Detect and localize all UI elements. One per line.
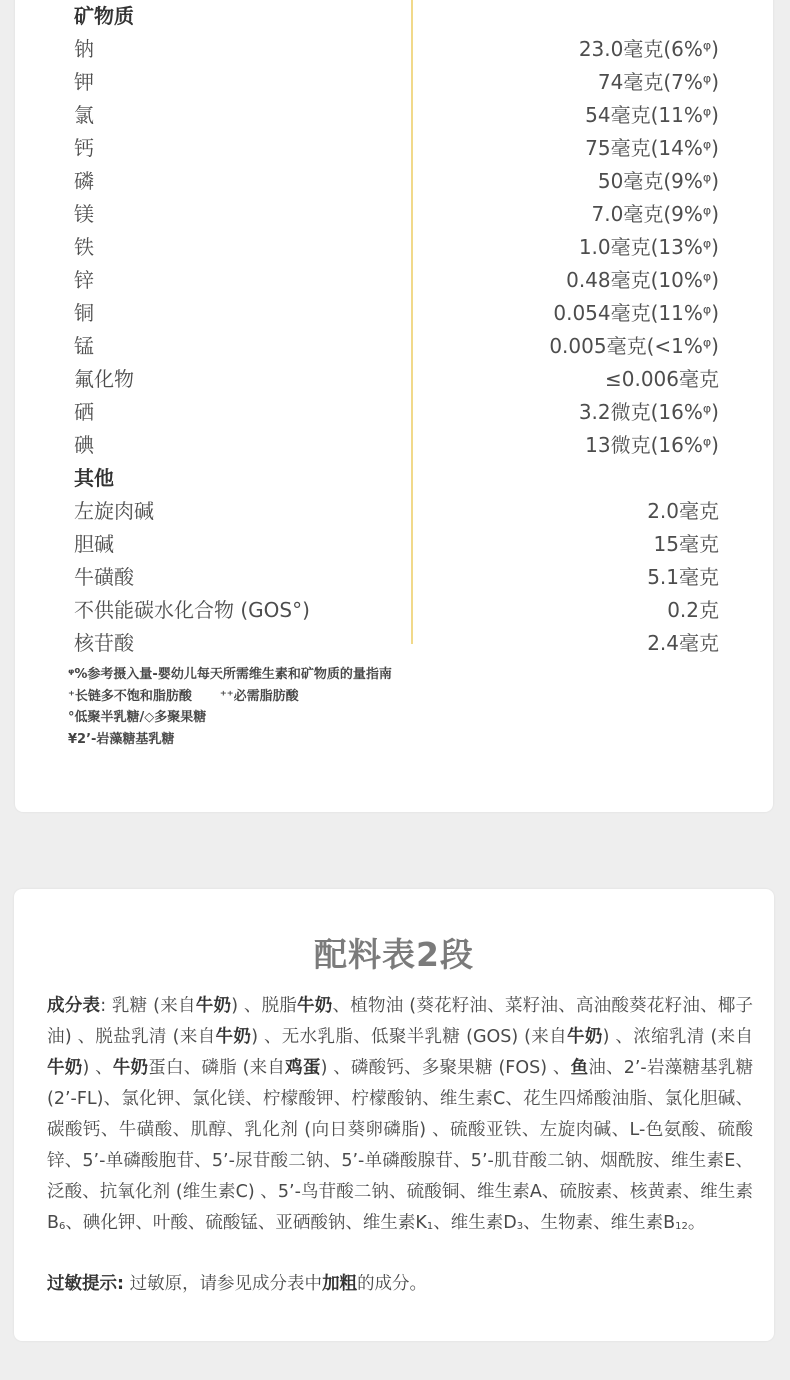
nutrient-row	[15, 495, 773, 527]
nutrient-name: 锌	[74, 268, 94, 292]
nutrient-row	[15, 132, 773, 164]
nutrient-value: 75毫克(14%ᵠ)	[585, 136, 719, 160]
nutrient-value: 50毫克(9%ᵠ)	[597, 169, 719, 193]
ingredient-segment: ) 、浓缩乳清 (来自	[602, 1027, 754, 1047]
nutrient-row	[15, 429, 773, 461]
nutrient-name: 钠	[74, 37, 94, 61]
footnote-2fl: ¥2’-岩藻糖基乳糖	[68, 731, 175, 747]
allergen-highlight: 鸡蛋	[285, 1058, 321, 1078]
nutrient-row	[15, 198, 773, 230]
nutrient-value: 0.054毫克(11%ᵠ)	[553, 301, 719, 325]
ingredient-segment: 蛋白、磷脂 (来自	[148, 1058, 286, 1078]
nutrient-row	[15, 627, 773, 659]
nutrient-name: 氯	[74, 103, 94, 127]
section-title: 其他	[74, 466, 114, 490]
nutrient-name: 不供能碳水化合物 (GOS°)	[74, 598, 310, 622]
nutrient-row	[15, 561, 773, 593]
nutrient-name: 磷	[74, 169, 94, 193]
nutrient-row	[15, 363, 773, 395]
ingredients-card	[14, 889, 774, 1341]
nutrient-value: 5.1毫克	[647, 565, 719, 589]
nutrient-name: 铁	[74, 235, 94, 259]
nutrient-row	[15, 99, 773, 131]
ingredient-segment: 。	[687, 1213, 706, 1233]
nutrient-value: 0.2克	[667, 598, 719, 622]
nutrient-name: 氟化物	[74, 367, 134, 391]
allergy-text-1: 过敏原，请参见成分表中	[124, 1274, 323, 1294]
ingredient-segment: 、碘化钾、叶酸、硫酸锰、亚硒酸钠、维生素K	[65, 1213, 427, 1233]
footnote-rni: ᵠ%参考摄入量-婴幼儿每天所需维生素和矿物质的量指南	[68, 667, 392, 682]
ingredient-segment: 、维生素D	[433, 1213, 517, 1233]
allergen-highlight: 牛奶	[112, 1058, 149, 1078]
ingredients-text	[47, 991, 753, 1242]
allergy-notice	[47, 1269, 427, 1300]
nutrient-value: 23.0毫克(6%ᵠ)	[578, 37, 719, 61]
ingredient-segment: ) 、无水乳脂、低聚半乳糖 (GOS) (来自	[251, 1027, 567, 1047]
subscript: 12	[675, 1221, 688, 1232]
nutrient-value: 1.0毫克(13%ᵠ)	[578, 235, 719, 259]
ingredient-segment: 油、2’-岩藻糖基乳糖 (2’-FL)、氯化钾、氯化镁、柠檬酸钾、柠檬酸钠、维生素C、花生四烯酸油脂、氯化胆碱、碳酸钙、牛磺酸、肌醇、乳化剂 (向日葵卵磷脂) 、硫酸亚铁、左旋肉碱、L-色氨酸、硫酸锌、5’-单磷酸胞苷、5’-尿苷酸二钠、5’-单磷酸腺苷、5’-肌苷酸二钠、烟酰胺、维生素E、泛酸、抗氧化剂 (维生素C) 、5’-鸟苷酸二钠、硫酸铜、维生素A、硫胺素、核黄素、维生素B	[47, 1058, 754, 1233]
allergy-bold-word: 加粗	[322, 1274, 358, 1294]
nutrient-value: 0.005毫克(<1%ᵠ)	[549, 334, 719, 358]
nutrient-row	[15, 594, 773, 626]
ingredient-segment: ) 、脱脂	[231, 996, 298, 1016]
nutrient-value: 2.0毫克	[647, 499, 719, 523]
ingredient-segment: ) 、	[82, 1058, 113, 1078]
section-header	[15, 462, 773, 494]
nutrient-value: 15毫克	[653, 532, 719, 556]
nutrition-card	[15, 0, 773, 812]
nutrient-value: 74毫克(7%ᵠ)	[597, 70, 719, 94]
footnote-fatty-acids	[68, 686, 392, 708]
nutrient-name: 钙	[74, 136, 94, 160]
ingredients-title: 配料表2段	[314, 935, 474, 974]
ingredient-segment: : 乳糖 (来自	[100, 996, 196, 1016]
nutrient-name: 镁	[74, 202, 94, 226]
nutrient-name: 硒	[74, 400, 94, 424]
section-header	[15, 0, 773, 32]
footnote-gos-fos: °低聚半乳糖/◇多聚果糖	[68, 710, 207, 725]
allergen-highlight: 牛奶	[195, 996, 232, 1016]
nutrient-value: 3.2微克(16%ᵠ)	[578, 400, 719, 424]
nutrient-value: ≤0.006毫克	[604, 367, 719, 391]
nutrient-row	[15, 165, 773, 197]
footnotes	[68, 664, 392, 750]
allergen-highlight: 鱼	[570, 1058, 589, 1078]
nutrient-name: 钾	[74, 70, 94, 94]
nutrient-value: 13微克(16%ᵠ)	[585, 433, 719, 457]
nutrient-row	[15, 396, 773, 428]
subscript: 1	[426, 1221, 434, 1232]
nutrient-row	[15, 528, 773, 560]
nutrient-name: 胆碱	[74, 532, 114, 556]
nutrient-name: 铜	[74, 301, 94, 325]
allergen-highlight: 牛奶	[47, 1058, 83, 1078]
nutrient-value: 54毫克(11%ᵠ)	[585, 103, 719, 127]
section-title: 矿物质	[74, 4, 134, 28]
footnote-efa: ⁺⁺必需脂肪酸	[219, 688, 299, 704]
footnote-lcpufa: ⁺长链多不饱和脂肪酸	[68, 688, 192, 704]
nutrient-row	[15, 264, 773, 296]
allergy-text-2: 的成分。	[357, 1274, 428, 1294]
allergen-highlight: 牛奶	[297, 996, 333, 1016]
nutrient-row	[15, 33, 773, 65]
nutrient-value: 2.4毫克	[647, 631, 719, 655]
nutrient-name: 碘	[74, 433, 94, 457]
subscript: 6	[59, 1221, 66, 1232]
subscript: 3	[516, 1221, 524, 1232]
nutrient-row	[15, 231, 773, 263]
nutrient-name: 核苷酸	[74, 631, 134, 655]
nutrient-value: 7.0毫克(9%ᵠ)	[591, 202, 719, 226]
nutrient-row	[15, 297, 773, 329]
nutrient-name: 锰	[74, 334, 94, 358]
ingredient-segment: ) 、磷酸钙、多聚果糖 (FOS) 、	[320, 1058, 571, 1078]
allergen-highlight: 成分表	[47, 996, 101, 1016]
allergen-highlight: 牛奶	[566, 1027, 603, 1047]
ingredient-segment: 、生物素、维生素B	[523, 1213, 676, 1233]
allergen-highlight: 牛奶	[215, 1027, 252, 1047]
nutrient-value: 0.48毫克(10%ᵠ)	[566, 268, 719, 292]
nutrient-row	[15, 66, 773, 98]
nutrient-name: 左旋肉碱	[74, 499, 154, 523]
nutrient-row	[15, 330, 773, 362]
allergy-label: 过敏提示:	[47, 1274, 124, 1294]
nutrient-name: 牛磺酸	[74, 565, 134, 589]
ingredient-segment: 、植物油 (葵花籽油、菜籽油、高油酸葵花籽油、椰子油) 、脱盐乳清 (来自	[47, 996, 754, 1047]
